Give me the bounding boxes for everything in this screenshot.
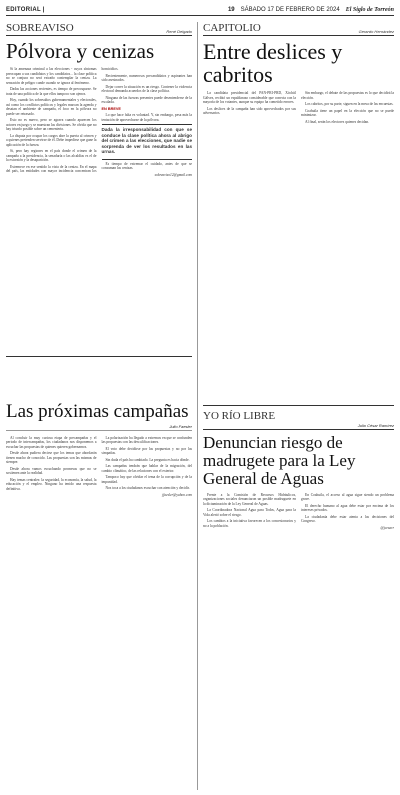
sobreaviso-article (6, 22, 192, 354)
paragraph: En Coahuila, el acceso al agua sigue siendo un problema grave. (301, 492, 394, 502)
paragraph: Las campañas tendrán que hablar de la migración, del cambio climático, de las relaciones con el exterior. (101, 464, 192, 473)
paragraph: Sin duda el país ha cambiado. La pregunta es hacia dónde. (105, 457, 190, 462)
yo-rio-libre-article (203, 410, 394, 790)
article-headline: Denuncian riesgo de madrugete para la Ley General de Aguas (203, 433, 356, 488)
article-body (203, 91, 394, 124)
column-kicker (203, 22, 394, 36)
column-divider (197, 22, 198, 790)
capitolio-article (203, 22, 394, 402)
column-kicker (6, 22, 192, 36)
paragraph: Lo que hace falta es voluntad. Y, sin embargo, pesa más la tentación de aprovecharse de la pólvora. (101, 113, 192, 122)
subhead: EN BREVE (101, 106, 121, 111)
paragraph: Si la amenaza criminal a las elecciones - cuyos síntomas preocupan a sus candidatos y los candidatos... la clase política no se conjura no será extraño contemplar la ceniza. La sensación de peligro cunde cuando se ignora al fenómeno. (6, 67, 97, 85)
page-header (6, 4, 394, 16)
paragraph: Estremece en ese sentido la vista de la ceniza. En el mapa del país, las entidades con mayor incidencia concentran los homicidios. (6, 67, 119, 174)
paragraph: Desde ahora pudiera decirse que los temas que abordarán tienen mucho de conocido. Las propuestas son las mismas de siempre. (6, 451, 97, 465)
paragraph: Tampoco hay que olvidar el tema de la corrupción y de la impunidad. (101, 475, 192, 484)
paragraph: Coahuila tiene un papel en la elección que no se puede minimizar. (301, 108, 394, 118)
paragraph: Sin embargo, el debate de las propuestas es lo que decidirá la elección. (301, 91, 394, 100)
article-headline: Pólvora y cenizas (6, 39, 155, 63)
author-email: sobreaviso12@gmail.com (154, 172, 192, 177)
paragraph: Al concluir la muy curiosa etapa de precampañas y el periodo de intercampañas, los ciudadanos nos disponemos a escuchar las propuestas de quienes quieren gobernarnos. (6, 435, 97, 449)
article-headline: Entre deslices y cabritos (203, 39, 343, 88)
paragraph: El derecho humano al agua debe estar por encima de los intereses privados. (301, 503, 394, 513)
paragraph: Dejar correr la situación es un riesgo. Contener la violencia electoral demanda acuerdos de la clase política. (101, 84, 192, 94)
paragraph: Frente a la Comisión de Recursos Hidráulicos, organizaciones sociales denunciaron un posible madruguete en la dictaminación de la Ley General de Aguas. (203, 492, 296, 506)
paragraph: Hoy, cuando los sobresaltos gubernamentales y electorales, así como los conflictos políticos y legales marcan la agenda y desatan el ambiente de campaña, el foco en la pólvora no puede ser retrasado. (6, 98, 97, 116)
column-kicker (203, 410, 394, 423)
author-byline: Gerardo Hernández (358, 29, 394, 34)
column-name: YO RÍO LIBRE (203, 410, 276, 422)
divider (6, 356, 192, 357)
paragraph: El voto debe decidirse por las propuestas y no por las simpatías. (101, 446, 192, 456)
section-label: EDITORIAL | (6, 6, 45, 13)
author-email: jfaesler@yahoo.com (162, 492, 192, 497)
paragraph: Hay temas centrales: la seguridad, la economía, la salud, la educación y el empleo. Ninguno ha tenido una respuesta definitiva. (6, 477, 97, 491)
paragraph: La ciudadanía debe estar atenta a las decisiones del Congreso. (301, 514, 394, 524)
paragraph: Si, pero hay regiones en el país donde el crimen de la campaña a la presidencia, la senaduría o las alcaldías es el de la extorsión y la desaparición. (6, 149, 97, 163)
pull-quote-box (102, 124, 193, 160)
paragraph: La Coordinadora Nacional Agua para Todos, Agua para la Vida alertó sobre el riesgo. (203, 508, 296, 517)
article-body (6, 67, 192, 177)
newspaper-logo: El Siglo de Torreón (345, 6, 394, 13)
pull-quote: Dada la irresponsabilidad con que se conduce la clase política ahora al abrigo del crimen a las elecciones, que nadie se sorprenda de ver los resultados en las urnas. (101, 127, 192, 155)
paragraph: Ninguna de las fuerzas presentes puede desentenderse de la escalada. (101, 95, 192, 105)
paragraph: Los deslices de la campaña han sido aprovechados por sus adversarios. (203, 106, 296, 116)
article-body (203, 493, 394, 532)
paragraph: Los cabritos, por su parte, siguen en la mesa de las encuestas. (305, 102, 394, 107)
paragraph: Es tiempo de extremar el cuidado, antes de que se consuman las cenizas. (101, 161, 192, 171)
paragraph: Nos toca a los ciudadanos escuchar con atención y decidir. (105, 486, 190, 491)
author-byline: René Delgado (166, 29, 192, 34)
page-number: 19 (227, 6, 235, 13)
paragraph: La candidata presidencial del PAN-PRI-PRD, Xóchitl Gálvez, recibió un espaldarazo considerable que conecta con la mayoría de los votantes, aunque su equipo ha cometido errores. (203, 91, 296, 105)
column-name: CAPITOLIO (203, 22, 261, 34)
paragraph: Dadas las acciones recientes, es tiempo de preocuparse. Se trata de una política de la que ellos tampoco son ajenos. (6, 87, 97, 96)
author-byline: Julio César Ramírez (203, 423, 394, 430)
paragraph: Los cambios a la iniciativa favorecen a los concesionarios y no a la población. (203, 519, 296, 528)
author-byline: Julio Faesler (6, 424, 192, 431)
paragraph: La polarización ha llegado a extremos en que se confunden las propuestas con las descalificaciones. (101, 435, 192, 445)
paragraph: Desde ahora vamos escuchando promesas que no se sostienen ante la realidad. (6, 466, 97, 476)
column-name: SOBREAVISO (6, 22, 74, 34)
paragraph: Al final, serán los electores quienes decidan. (305, 119, 370, 124)
issue-date: SÁBADO 17 DE FEBRERO DE 2024 (240, 6, 340, 13)
article-headline: Las próximas campañas (6, 401, 189, 422)
author-email: @jcesarr (380, 525, 394, 530)
header-right (228, 7, 394, 13)
paragraph: Esto no es nuevo, pero se agrava cuando aparecen los actores en juego y se muestran las divisiones. Se olvida que no hay triunfo posible sobre un cementerio. (6, 118, 97, 132)
paragraph: Recientemente, numerosos precandidatos y aspirantes han sido asesinados. (101, 73, 192, 83)
divider (203, 405, 394, 406)
paragraph: La disputa por ocupar los cargos abre la puerta al crimen y a quienes pretenden servirse de él. Debe impedirse que gane la aplicación de la fuerza. (6, 133, 97, 147)
proximas-article (6, 362, 192, 790)
article-body (6, 436, 192, 498)
